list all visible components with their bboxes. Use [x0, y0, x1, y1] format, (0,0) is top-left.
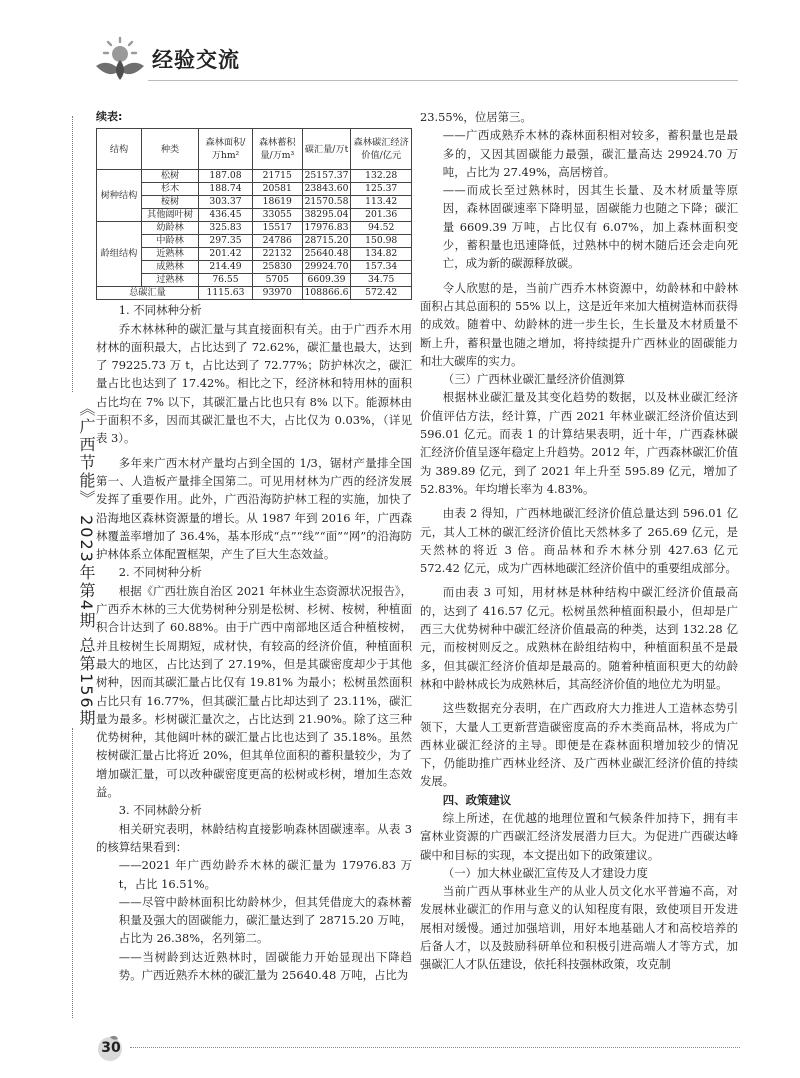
table-cell: 34.75	[351, 274, 412, 287]
list-item: ——当树龄到达近熟林时，固碳能力开始显现出下降趋势。广西近熟乔木林的碳汇量为 25640.48 万吨，占比为	[118, 949, 412, 982]
list-item: ——广西成熟乔木林的森林面积相对较多，蓄积量也是最多的，又因其固碳能力最强，碳汇量高达 29924.70 万吨，占比为 27.49%，高居榜首。	[442, 128, 738, 179]
list-item: ——2021 年广西幼龄乔木林的碳汇量为 17976.83 万 t，占比 16.51%。	[118, 858, 412, 891]
paragraph: 当前广西从事林业生产的从业人员文化水平普遍不高，对发展林业碳汇的作用与意义的认知程度有限，致使项目开发进展相对缓慢。通过加强培训，用好本地基础人才和高校培养的后备人才，以及鼓励科研单位和积极引进高端人才等方式，加强碳汇人才队伍建设，依托科技强林政策，攻克制	[420, 884, 738, 972]
footer-divider	[130, 1047, 740, 1048]
table-cell: 15517	[252, 222, 302, 235]
table-cell: 38295.04	[302, 209, 351, 222]
table-cell: 201.42	[199, 248, 253, 261]
table-header-cell: 碳汇量/万t	[302, 129, 351, 170]
table-row	[97, 261, 412, 274]
table-cell: 157.34	[351, 261, 412, 274]
subheading: 2. 不同树种分析	[118, 565, 202, 580]
subheading: （一）加大林业碳汇宣传及人才建设力度	[442, 865, 648, 880]
table-cell: 297.35	[199, 235, 253, 248]
table-row	[97, 248, 412, 261]
table-header-cell: 种类	[142, 129, 199, 170]
list-item: ——尽管中龄林面积比幼龄林少，但其凭借庞大的森林蓄积量及强大的固碳能力，碳汇量达到了 28715.20 万吨，占比为 26.38%，名列第二。	[118, 894, 412, 946]
table-cell: 150.98	[351, 235, 412, 248]
table-cell: 94.52	[351, 222, 412, 235]
table-caption: 续表:	[96, 110, 123, 123]
header-divider	[148, 80, 738, 81]
lotus-sun-logo-icon	[90, 36, 150, 82]
table-header-cell: 森林面积/万hm²	[199, 129, 253, 170]
side-dotted-line-top	[72, 116, 73, 392]
paragraph: 由表 2 得知，广西林地碳汇经济价值总量达到 596.01 亿元，其人工林的碳汇经济价值比天然林多了 265.69 亿元，是天然林的将近 3 倍。商品林和乔木林分别 427.63 亿元 572.42 亿元，成为广西林地碳汇经济价值中的重要组成部分。	[420, 506, 738, 576]
table-cell: 松树	[142, 170, 199, 183]
table-cell: 23843.60	[302, 183, 351, 196]
paragraph: 23.55%，位居第三。	[420, 110, 532, 124]
table-cell: 21570.58	[302, 196, 351, 209]
table-cell: 总碳汇量	[97, 287, 199, 300]
table-cell: 杉木	[142, 183, 199, 196]
table-cell: 25157.37	[302, 170, 351, 183]
table-cell: 76.55	[199, 274, 253, 287]
table-cell: 93970	[252, 287, 302, 300]
table-row	[97, 235, 412, 248]
list-item: ——而成长至过熟林时，因其生长量、及木材质量等原因，森林固碳速率下降明显，固碳能力也随之下降；碳汇量 6609.39 万吨，占比仅有 6.07%，加上森林面积变少，蓄积量也迅速降低，过熟林中的树木随后还会走向死亡，成为新的碳源释放碳。	[442, 183, 738, 271]
table-cell: 108866.6	[302, 287, 351, 300]
table-cell: 其他阔叶树	[142, 209, 199, 222]
paragraph: 相关研究表明，林龄结构直接影响森林固碳速率。从表 3 的核算结果看到：	[96, 821, 412, 854]
table-cell: 125.37	[351, 183, 412, 196]
table-cell: 188.74	[199, 183, 253, 196]
table-header-row	[97, 129, 412, 170]
side-dotted-line-bottom	[72, 728, 73, 1018]
table-cell: 436.45	[199, 209, 253, 222]
table-cell: 201.36	[351, 209, 412, 222]
journal-issue-info: 《广西节能》 2023年第4期 总第156期	[77, 400, 96, 728]
table-cell: 过熟林	[142, 274, 199, 287]
table-cell: 22132	[252, 248, 302, 261]
table-cell: 214.49	[199, 261, 253, 274]
table-row	[97, 209, 412, 222]
table-cell: 成熟林	[142, 261, 199, 274]
subheading: 1. 不同林种分析	[118, 303, 202, 318]
page-number: 30	[101, 1040, 121, 1056]
paragraph: 综上所述，在优越的地理位置和气候条件加持下，拥有丰富林业资源的广西碳汇经济发展潜力巨大。为促进广西碳达峰碳中和目标的实现，本文提出如下的政策建议。	[420, 810, 738, 862]
table-row	[97, 274, 412, 287]
table-cell: 187.08	[199, 170, 253, 183]
table-cell: 21715	[252, 170, 302, 183]
section-title: 经验交流	[152, 48, 240, 72]
table-cell: 18619	[252, 196, 302, 209]
table-cell: 20581	[252, 183, 302, 196]
subheading: （三）广西林业碳汇量经济价值测算	[442, 372, 626, 387]
table-cell: 近熟林	[142, 248, 199, 261]
table-cell: 113.42	[351, 196, 412, 209]
table-cell: 28715.20	[302, 235, 351, 248]
section-heading: 四、政策建议	[442, 792, 512, 807]
paragraph: 多年来广西木材产量均占到全国的 1/3，锯材产量排全国第一、人造板产量排全国第二。可见用材林为广西的经济发展发挥了重要作用。此外，广西沿海防护林工程的实施，加快了沿海地区森林资源量的增长。从 1987 年到 2016 年，广西森林覆盖率增加了 36.4%，基本形成“点”“线”“面”“网”的沿海防护林体系立体配置框架，产生了巨大生态效益。	[96, 455, 412, 562]
table-cell: 桉树	[142, 196, 199, 209]
page-header	[0, 0, 800, 90]
group-label: 龄组结构	[97, 222, 142, 287]
table-cell: 24786	[252, 235, 302, 248]
paragraph: 根据林业碳汇量及其变化趋势的数据，以及林业碳汇经济价值评估方法，经计算，广西 2021 年林业碳汇经济价值达到 596.01 亿元。而表 1 的计算结果表明，近十年，广西森林碳汇经济价值呈逐年稳定上升趋势。2012 年，广西森林碳汇价值为 389.89 亿元，到了 2021 年上升至 595.89 亿元，增加了 52.83%。年均增长率为 4.83%。	[420, 390, 738, 496]
table-cell: 303.37	[199, 196, 253, 209]
right-column	[420, 108, 738, 974]
table-cell: 17976.83	[302, 222, 351, 235]
paragraph: 令人欣慰的是，当前广西乔木林资源中，幼龄林和中龄林面积占其总面积的 55% 以上，这是近年来加大植树造林而获得的成效。随着中、幼龄林的进一步生长，生长量及木材质量不断上升，蓄积量也随之增加，将持续提升广西林业的固碳能力和壮大碳库的实力。	[420, 280, 738, 368]
table-cell: 132.28	[351, 170, 412, 183]
table-cell: 25640.48	[302, 248, 351, 261]
table-header-cell: 森林碳汇经济价值/亿元	[351, 129, 412, 170]
paragraph: 这些数据充分表明，在广西政府大力推进人工造林态势引领下，大量人工更新营造碳密度高的乔木类商品林，将成为广西林业碳汇经济的主导。即便是在森林面积增加较少的情况下，仍能助推广西林业经济、及广西林业碳汇经济价值的持续发展。	[420, 701, 738, 789]
table-row	[97, 196, 412, 209]
paragraph: 根据《广西壮族自治区 2021 年林业生态资源状况报告》，广西乔木林的三大优势树种分别是松树、杉树、桉树，种植面积合计达到了 60.88%。由于广西中南部地区适合种植桉树，并且桉树生长周期短，成材快，有较高的经济价值，种植面积最大的地区，占比达到了 27.19%，但是其碳密度却少于其他树种，因而其碳汇量占比仅有 19.81% 为最小；松树虽然面积占比只有 16.77%，但其碳汇量占比却达到了 23.11%，碳汇量为最多。杉树碳汇量次之，占比达到 21.90%。除了这三种优势树种，其他阔叶林的碳汇量占比也达到了 35.18%。虽然桉树碳汇量占比将近 20%，但其单位面积的蓄积量较少，为了增加碳汇量，可以改种碳密度更高的松树或杉树，增加生态效益。	[96, 583, 412, 800]
table-cell: 29924.70	[302, 261, 351, 274]
table-row	[97, 222, 412, 235]
table-header-cell: 结构	[97, 129, 142, 170]
table-header-cell: 森林蓄积量/万m³	[252, 129, 302, 170]
subheading: 3. 不同林龄分析	[118, 803, 202, 818]
table-cell: 134.82	[351, 248, 412, 261]
carbon-sink-table	[96, 128, 412, 300]
table-row	[97, 170, 412, 183]
table-cell: 5705	[252, 274, 302, 287]
table-cell: 1115.63	[199, 287, 253, 300]
table-total-row	[97, 287, 412, 300]
table-cell: 25830	[252, 261, 302, 274]
table-cell: 33055	[252, 209, 302, 222]
group-label: 树种结构	[97, 170, 142, 222]
paragraph: 乔木林林种的碳汇量与其直接面积有关。由于广西乔木用材林的面积最大，占比达到了 72.62%，碳汇量也最大，达到了 79225.73 万 t，占比达到了 72.77%；防护林次之，碳汇量占比也达到了 17.42%。相比之下，经济林和特用林的面积占比均在 7% 以下，其碳汇量占比也只有 8% 以下。能源林由于面积不多，因而其碳汇量也不大，占比仅为 0.03%，（详见表 3）。	[96, 321, 412, 446]
table-row	[97, 183, 412, 196]
left-column	[96, 108, 412, 984]
table-cell: 中龄林	[142, 235, 199, 248]
table-cell: 幼龄林	[142, 222, 199, 235]
table-cell: 325.83	[199, 222, 253, 235]
table-cell: 6609.39	[302, 274, 351, 287]
paragraph: 而由表 3 可知，用材林是林种结构中碳汇经济价值最高的，达到了 416.57 亿元。松树虽然种植面积最小，但却是广西三大优势树种中碳汇经济价值最高的种类，达到 132.28 亿元，而桉树则反之。成熟林在龄组结构中，种植面积虽不是最多，但其碳汇经济价值却是最高的。随着种植面积更大的幼龄林和中龄林成长为成熟林后，其高经济价值的地位尤为明显。	[420, 585, 738, 691]
table-cell: 572.42	[351, 287, 412, 300]
